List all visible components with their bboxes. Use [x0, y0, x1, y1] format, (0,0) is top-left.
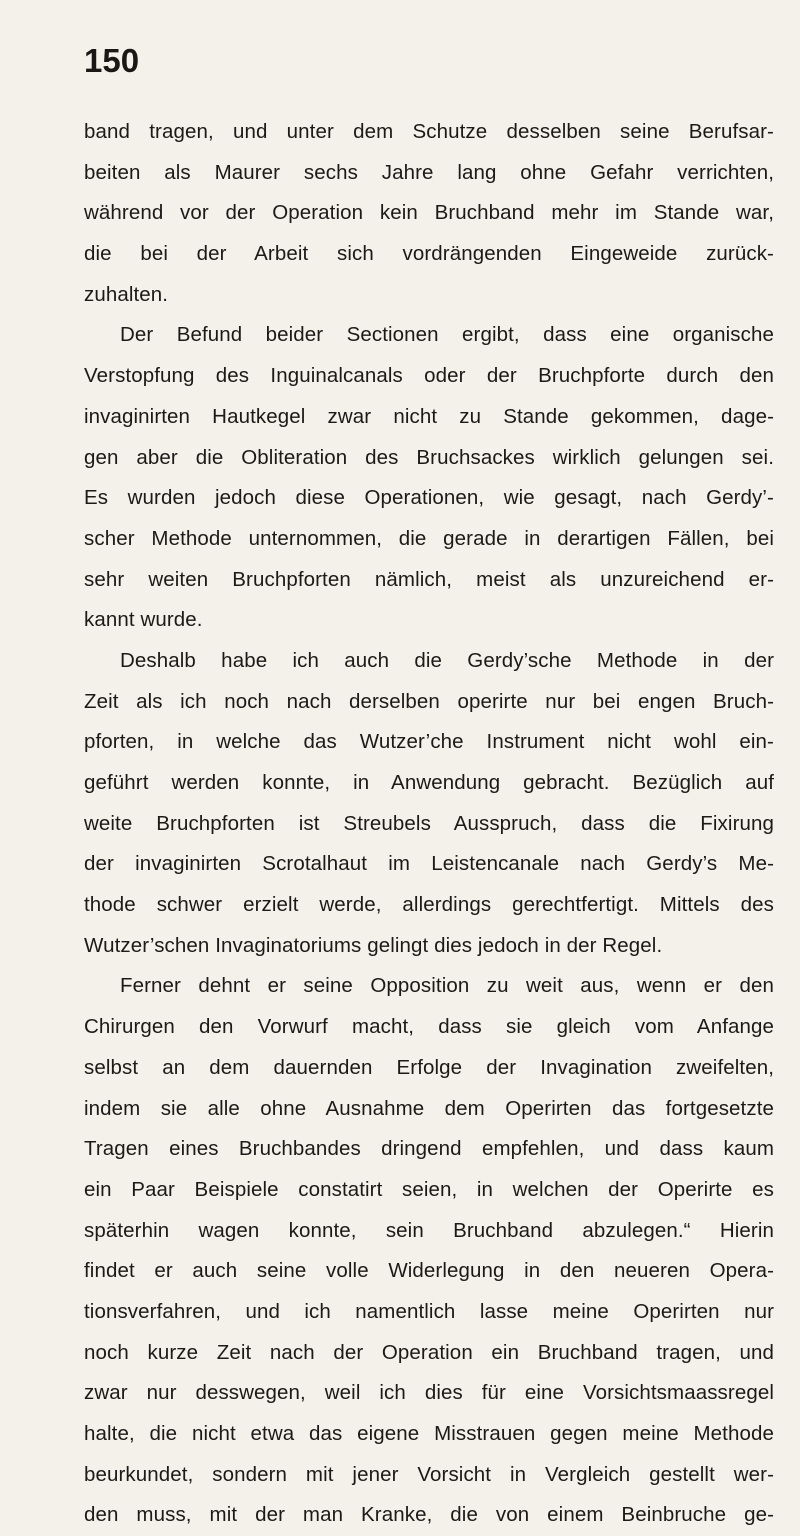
text-line: Wutzer’schen Invaginatoriums gelingt dies jedoch in der Regel. [84, 933, 663, 957]
text-line: zwar nur desswegen, weil ich dies für eine Vorsichtsmaassregel [84, 1381, 774, 1405]
text-line: sehr weiten Bruchpforten nämlich, meist als unzureichend er- [84, 567, 774, 591]
text-line: zuhalten. [84, 282, 169, 306]
text-line: Ferner dehnt er seine Opposition zu weit aus, wenn er den [120, 974, 774, 998]
text-line: Verstopfung des Inguinalcanals oder der Bruchpforte durch den [84, 364, 774, 388]
text-line: geführt werden konnte, in Anwendung gebracht. Bezüglich auf [84, 771, 774, 794]
text-line: der invaginirten Scrotalhaut im Leistencanale nach Gerdy’s Me- [84, 852, 774, 876]
text-line: späterhin wagen konnte, sein Bruchband abzulegen.“ Hierin [84, 1218, 774, 1242]
text-line: beurkundet, sondern mit jener Vorsicht in Vergleich gestellt wer- [84, 1462, 774, 1486]
text-line: noch kurze Zeit nach der Operation ein Bruchband tragen, und [84, 1340, 774, 1364]
text-line: Zeit als ich noch nach derselben operirte nur bei engen Bruch- [84, 689, 774, 713]
text-line: den muss, mit der man Kranke, die von einem Beinbruche ge- [84, 1503, 774, 1527]
text-line: Chirurgen den Vorwurf macht, dass sie gleich vom Anfange [84, 1015, 774, 1039]
text-line: band tragen, und unter dem Schutze desselben seine Berufsar- [84, 120, 774, 143]
text-line: weite Bruchpforten ist Streubels Ausspruch, dass die Fixirung [84, 811, 774, 835]
text-line: pforten, in welche das Wutzer’che Instrument nicht wohl ein- [84, 730, 774, 754]
text-line: kannt wurde. [84, 608, 203, 632]
text-line: beiten als Maurer sechs Jahre lang ohne Gefahr verrichten, [84, 160, 774, 184]
page-number: 150 [84, 42, 140, 79]
text-line: ein Paar Beispiele constatirt seien, in welchen der Operirte es [84, 1177, 774, 1201]
text-line: die bei der Arbeit sich vordrängenden Eingeweide zurück- [84, 242, 774, 266]
text-line: gen aber die Obliteration des Bruchsackes wirklich gelungen sei. [84, 445, 774, 469]
text-line: scher Methode unternommen, die gerade in derartigen Fällen, bei [84, 526, 774, 550]
body-text [84, 112, 774, 1536]
text-line: halte, die nicht etwa das eigene Misstrauen gegen meine Methode [84, 1422, 774, 1445]
text-line: Es wurden jedoch diese Operationen, wie gesagt, nach Gerdy’- [84, 486, 774, 510]
text-line: invaginirten Hautkegel zwar nicht zu Stande gekommen, dage- [84, 404, 774, 428]
text-line: indem sie alle ohne Ausnahme dem Operirten das fortgesetzte [84, 1096, 774, 1120]
text-line: während vor der Operation kein Bruchband mehr im Stande war, [84, 201, 774, 225]
text-line: findet er auch seine volle Widerlegung in den neueren Opera- [84, 1259, 774, 1283]
text-line: Deshalb habe ich auch die Gerdy’sche Methode in der [120, 648, 774, 672]
text-line: Der Befund beider Sectionen ergibt, dass eine organische [120, 323, 774, 347]
text-line: selbst an dem dauernden Erfolge der Invagination zweifelten, [84, 1055, 774, 1079]
text-line: thode schwer erzielt werde, allerdings gerechtfertigt. Mittels des [84, 893, 774, 917]
text-line: Tragen eines Bruchbandes dringend empfehlen, und dass kaum [84, 1137, 774, 1161]
text-line: tionsverfahren, und ich namentlich lasse meine Operirten nur [84, 1299, 774, 1323]
